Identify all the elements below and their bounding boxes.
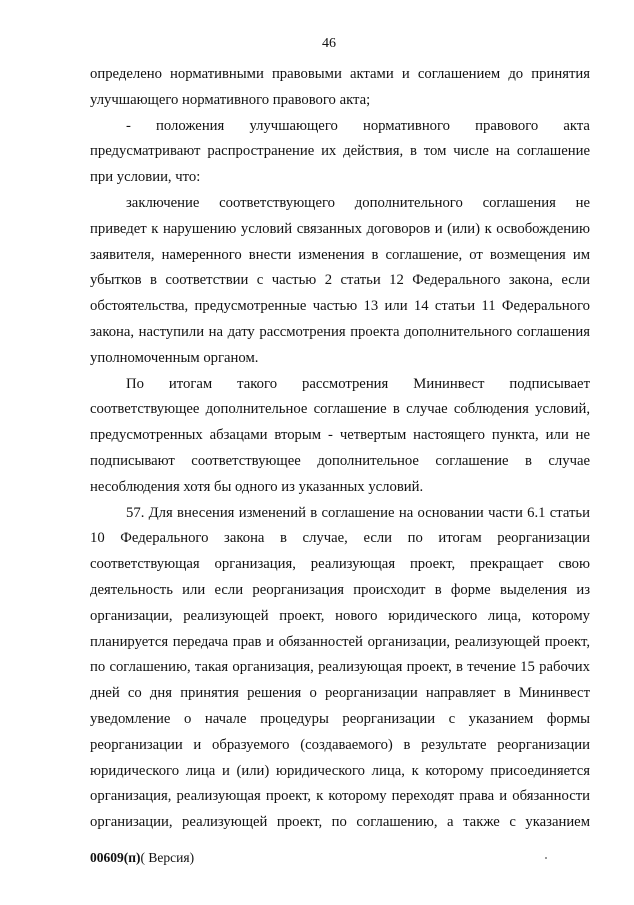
text-line: 10 Федерального закона в случае, если по итогам реорганизации [90, 530, 590, 547]
text-word: улучшающего [249, 117, 338, 134]
text-line: заявителя, намеренного внести изменения в соглашение, от возмещения им [90, 246, 590, 263]
text-line: По итогам такого рассмотрения Мининвест подписывает [126, 375, 590, 392]
text-word: правового [475, 117, 539, 134]
text-line: соответствующее дополнительное соглашение в случае соблюдения условий, [90, 401, 590, 418]
text-line: предусмотренных абзацами вторым - четвертым настоящего пункта, или не [90, 427, 590, 444]
text-line: дней со дня принятия решения о реорганизации направляет в Мининвест [90, 685, 590, 702]
scan-speck [545, 857, 547, 859]
text-line: несоблюдения хотя бы одного из указанных условий. [90, 478, 424, 495]
text-line: закона, наступили на дату рассмотрения проекта дополнительного соглашения [90, 323, 590, 340]
text-line: убытков в соответствии с частью 2 статьи 12 Федерального закона, если [90, 272, 590, 289]
list-item-dash-line [90, 114, 590, 140]
text-line: деятельность или если реорганизация происходит в форме выделения из [90, 581, 590, 598]
text-line: организации, реализующей проект, нового юридического лица, которому [90, 607, 590, 624]
text-line: приведет к нарушению условий связанных договоров и (или) к освобождению [90, 220, 590, 237]
text-line: соответствующая организация, реализующая проект, прекращает свою [90, 556, 590, 573]
text-line: по соглашению, такая организация, реализующая проект, в течение 15 рабочих [90, 659, 590, 676]
text-word: положения [156, 117, 225, 134]
page-number: 46 [322, 36, 336, 51]
text-line: заключение соответствующего дополнительного соглашения не [126, 194, 590, 211]
text-word: нормативного [362, 117, 451, 134]
text-line: организации, реализующей проект, по соглашению, а также с указанием [90, 814, 590, 831]
text-line: обстоятельства, предусмотренные частью 13 или 14 статьи 11 Федерального [90, 298, 590, 315]
document-footer [90, 849, 194, 867]
document-code: 00609(п) [90, 850, 141, 865]
text-line: при условии, что: [90, 169, 201, 186]
text-line: уполномоченным органом. [90, 349, 259, 366]
text-line: предусматривают распространение их действия, в том числе на соглашение [90, 143, 590, 160]
text-line: планируется передача прав и обязанностей организации, реализующей проект, [90, 633, 590, 650]
document-body [90, 62, 590, 836]
text-line: юридического лица и (или) юридического лица, к которому присоединяется [90, 762, 590, 779]
text-line: реорганизации и образуемого (создаваемого) в результате реорганизации [90, 736, 590, 753]
text-line: организация, реализующая проект, к которому переходят права и обязанности [90, 788, 590, 805]
text-line: подписывают соответствующее дополнительное соглашение в случае [90, 452, 590, 469]
document-version: ( Версия) [140, 850, 195, 865]
dash-marker: - [126, 117, 131, 134]
text-word: акта [563, 117, 590, 134]
text-line: улучшающего нормативного правового акта; [90, 91, 371, 108]
text-line: 57. Для внесения изменений в соглашение на основании части 6.1 статьи [126, 504, 590, 521]
text-line: определено нормативными правовыми актами и соглашением до принятия [90, 66, 590, 82]
text-line: уведомление о начале процедуры реорганизации с указанием формы [90, 710, 590, 727]
